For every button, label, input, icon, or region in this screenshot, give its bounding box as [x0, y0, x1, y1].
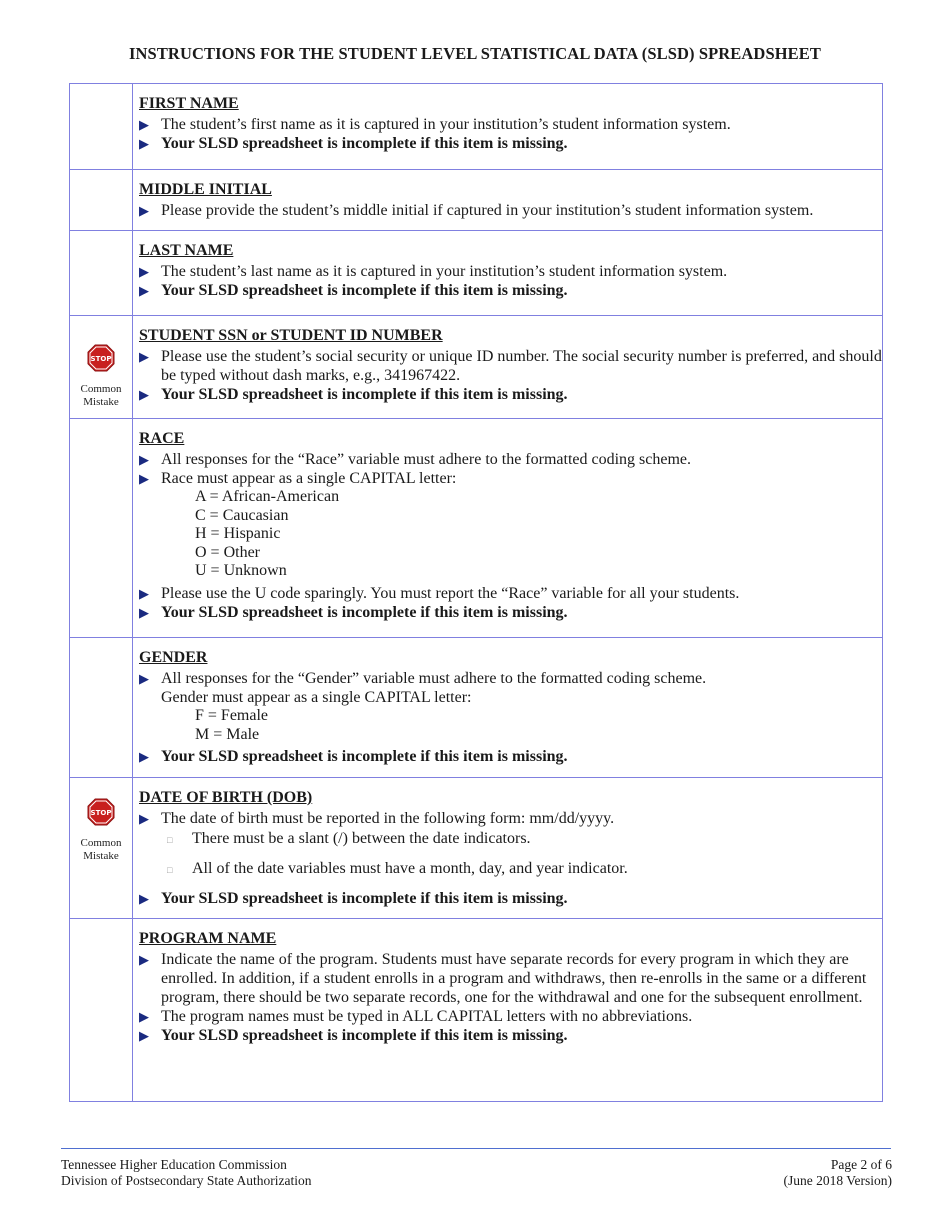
common-mistake-label: Common Mistake — [80, 383, 122, 408]
bullet-item — [139, 262, 882, 281]
bullet-item — [139, 747, 882, 766]
document-title: INSTRUCTIONS FOR THE STUDENT LEVEL STATISTICAL DATA (SLSD) SPREADSHEET — [129, 44, 821, 63]
code-item: C = Caucasian — [195, 506, 289, 524]
side-cell — [70, 316, 133, 419]
code-item: M = Male — [195, 725, 260, 743]
section-race — [70, 419, 883, 638]
side-cell — [70, 419, 133, 638]
section-heading: PROGRAM NAME — [139, 930, 277, 947]
bullet-text: The student’s first name as it is captured in your institution’s student information system. — [161, 116, 731, 133]
bullet-item — [139, 669, 882, 688]
arrow-bullet-icon: ▶ — [139, 585, 149, 601]
code-item: O = Other — [195, 543, 261, 561]
bullet-item — [139, 201, 882, 220]
square-bullet-icon: □ — [167, 865, 173, 875]
content-cell — [133, 919, 883, 1102]
stop-sign-text: STOP — [90, 808, 112, 817]
content-cell — [133, 419, 883, 638]
bullet-text: Indicate the name of the program. Students must have separate records for every program in which they are enrolled. In addition, if a student enrolls in a program and withdraws, then re-enrolls in the same or a different program, there should be two separate records, one for the withdrawal and one for the subsequent enrollment. — [161, 951, 867, 1006]
arrow-bullet-icon: ▶ — [139, 671, 149, 686]
section-program-name — [70, 919, 883, 1102]
bullet-text: All responses for the “Race” variable must adhere to the formatted coding scheme. — [161, 451, 692, 468]
page-number: Page 2 of 6 — [830, 1157, 892, 1172]
bullet-item — [139, 281, 882, 300]
bullet-text: The student’s last name as it is captured in your institution’s student information system. — [161, 263, 728, 280]
bullet-item — [139, 115, 882, 134]
arrow-bullet-icon: ▶ — [139, 117, 149, 132]
common-mistake-label: Common Mistake — [80, 837, 122, 862]
arrow-bullet-icon: ▶ — [139, 387, 149, 402]
bullet-text: Please use the U code sparingly. You must report the “Race” variable for all your students. — [161, 584, 740, 602]
arrow-bullet-icon: ▶ — [139, 203, 149, 218]
footer-divider — [61, 1148, 891, 1149]
bullet-item — [139, 603, 882, 622]
footer-left — [61, 1157, 311, 1188]
arrow-bullet-icon: ▶ — [139, 136, 149, 151]
bullet-item — [139, 950, 882, 1007]
arrow-bullet-icon: ▶ — [139, 1009, 149, 1024]
side-cell — [70, 231, 133, 316]
instructions-table — [69, 83, 883, 1102]
bullet-item — [139, 469, 882, 488]
section-first-name — [70, 84, 883, 170]
sub-bullet-text: All of the date variables must have a month, day, and year indicator. — [192, 860, 628, 877]
sub-bullet-item — [139, 859, 882, 880]
arrow-bullet-icon: ▶ — [139, 749, 149, 764]
bullet-item — [139, 1007, 882, 1026]
arrow-bullet-icon: ▶ — [139, 471, 149, 486]
bullet-text: The date of birth must be reported in the following form: mm/dd/yyyy. — [161, 810, 615, 827]
sub-bullet-item — [139, 829, 882, 850]
common-mistake-marker — [70, 316, 132, 408]
content-cell — [133, 231, 883, 316]
code-item: A = African-American — [195, 488, 340, 505]
side-cell — [70, 778, 133, 919]
bullet-text: Please provide the student’s middle initial if captured in your institution’s student information system. — [161, 202, 814, 219]
arrow-bullet-icon: ▶ — [139, 952, 149, 967]
code-item: F = Female — [195, 707, 269, 724]
section-middle-initial — [70, 170, 883, 231]
code-item: U = Unknown — [195, 562, 287, 579]
bullet-item — [139, 134, 882, 153]
text-line: Gender must appear as a single CAPITAL letter: — [161, 689, 472, 706]
bullet-text: Race must appear as a single CAPITAL letter: — [161, 470, 457, 487]
section-heading: STUDENT SSN or STUDENT ID NUMBER — [139, 327, 443, 344]
stop-sign-text: STOP — [90, 354, 112, 363]
bullet-item — [139, 450, 882, 469]
section-dob — [70, 778, 883, 919]
footer-right — [784, 1157, 893, 1188]
arrow-bullet-icon: ▶ — [139, 811, 149, 826]
side-cell — [70, 170, 133, 231]
arrow-bullet-icon: ▶ — [139, 264, 149, 279]
bullet-item — [139, 889, 882, 908]
section-gender — [70, 638, 883, 778]
content-cell — [133, 638, 883, 778]
missing-notice: Your SLSD spreadsheet is incomplete if this item is missing. — [161, 135, 568, 152]
section-heading: RACE — [139, 430, 185, 447]
section-heading: MIDDLE INITIAL — [139, 181, 272, 198]
content-cell — [133, 316, 883, 419]
missing-notice: Your SLSD spreadsheet is incomplete if this item is missing. — [161, 890, 568, 907]
version-label: (June 2018 Version) — [783, 1172, 892, 1188]
arrow-bullet-icon: ▶ — [139, 604, 149, 620]
arrow-bullet-icon: ▶ — [139, 283, 149, 298]
missing-notice: Your SLSD spreadsheet is incomplete if this item is missing. — [161, 282, 568, 299]
stop-sign-icon — [87, 344, 115, 372]
bullet-item — [139, 1026, 882, 1045]
missing-notice: Your SLSD spreadsheet is incomplete if this item is missing. — [161, 386, 568, 403]
bullet-text: All responses for the “Gender” variable must adhere to the formatted coding scheme. — [161, 670, 707, 687]
side-cell — [70, 919, 133, 1102]
footer-division: Division of Postsecondary State Authorization — [61, 1172, 312, 1188]
arrow-bullet-icon: ▶ — [139, 891, 149, 906]
side-cell — [70, 638, 133, 778]
missing-notice: Your SLSD spreadsheet is incomplete if this item is missing. — [161, 1027, 568, 1044]
content-cell — [133, 84, 883, 170]
square-bullet-icon: □ — [167, 835, 173, 845]
missing-notice: Your SLSD spreadsheet is incomplete if this item is missing. — [161, 603, 568, 621]
section-heading: FIRST NAME — [139, 95, 239, 112]
arrow-bullet-icon: ▶ — [139, 1028, 149, 1043]
section-ssn — [70, 316, 883, 419]
arrow-bullet-icon: ▶ — [139, 349, 149, 364]
content-cell — [133, 170, 883, 231]
bullet-text: Please use the student’s social security or unique ID number. The social security number is preferred, and should be typed without dash marks, e.g., 341967422. — [161, 348, 882, 384]
section-heading: LAST NAME — [139, 242, 234, 259]
section-heading: DATE OF BIRTH (DOB) — [139, 789, 313, 806]
bullet-item — [139, 347, 882, 385]
code-item: H = Hispanic — [195, 525, 281, 542]
footer-org: Tennessee Higher Education Commission — [61, 1157, 287, 1172]
common-mistake-marker — [70, 778, 132, 862]
bullet-item — [139, 584, 882, 603]
arrow-bullet-icon: ▶ — [139, 452, 149, 467]
section-last-name — [70, 231, 883, 316]
missing-notice: Your SLSD spreadsheet is incomplete if this item is missing. — [161, 748, 568, 765]
section-heading: GENDER — [139, 649, 208, 666]
bullet-item — [139, 385, 882, 404]
bullet-text: The program names must be typed in ALL CAPITAL letters with no abbreviations. — [161, 1008, 693, 1025]
side-cell — [70, 84, 133, 170]
stop-sign-icon — [87, 798, 115, 826]
content-cell — [133, 778, 883, 919]
bullet-item — [139, 809, 882, 828]
sub-bullet-text: There must be a slant (/) between the date indicators. — [192, 830, 531, 847]
